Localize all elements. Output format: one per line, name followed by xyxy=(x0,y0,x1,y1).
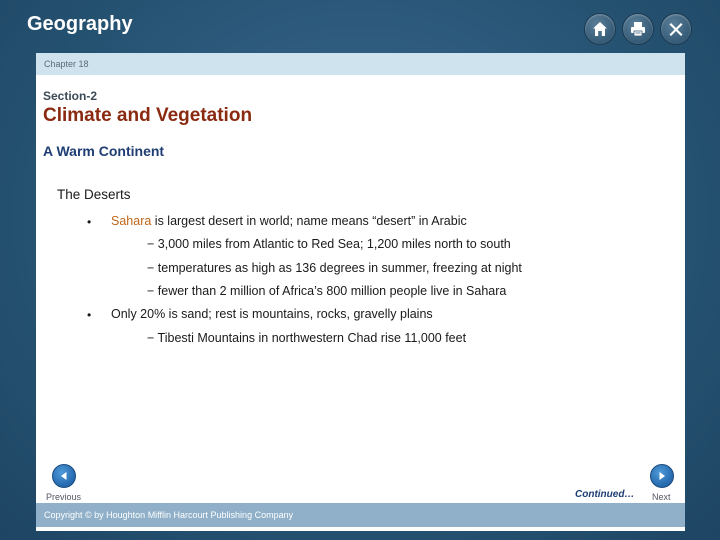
close-icon xyxy=(667,20,685,38)
toolbar xyxy=(584,13,692,45)
section-label: Section-2 xyxy=(43,89,98,103)
arrow-right-icon xyxy=(656,470,668,482)
footer-bar xyxy=(36,503,685,527)
page-title: Climate and Vegetation xyxy=(43,105,253,126)
previous-label[interactable]: Previous xyxy=(46,492,82,502)
continued-label: Continued… xyxy=(575,489,635,500)
bullet-text: is largest desert in world; name means “desert” in Arabic xyxy=(151,214,467,228)
sub-point: − Tibesti Mountains in northwestern Chad rise 11,000 feet xyxy=(147,331,467,345)
home-button[interactable] xyxy=(584,13,616,45)
print-button[interactable] xyxy=(622,13,654,45)
sub-point: − 3,000 miles from Atlantic to Red Sea; 1,200 miles north to south xyxy=(147,237,511,251)
content-panel xyxy=(36,53,685,531)
home-icon xyxy=(591,20,609,38)
previous-button[interactable] xyxy=(52,464,76,488)
chapter-label: Chapter 18 xyxy=(44,59,89,69)
highlight-term: Sahara xyxy=(111,214,152,228)
bullet-marker: • xyxy=(87,215,92,229)
print-icon xyxy=(629,20,647,38)
topic-title: The Deserts xyxy=(57,187,131,202)
app-title: Geography xyxy=(27,13,133,35)
close-button[interactable] xyxy=(660,13,692,45)
sub-point: − temperatures as high as 136 degrees in summer, freezing at night xyxy=(147,261,522,275)
copyright-text: Copyright © by Houghton Mifflin Harcourt Publishing Company xyxy=(44,510,294,520)
bullet-item: Only 20% is sand; rest is mountains, rocks, gravelly plains xyxy=(111,307,433,321)
subheading: A Warm Continent xyxy=(43,143,165,159)
sub-point: − fewer than 2 million of Africa’s 800 million people live in Sahara xyxy=(147,284,507,298)
next-label[interactable]: Next xyxy=(652,492,671,502)
next-button[interactable] xyxy=(650,464,674,488)
bullet-marker: • xyxy=(87,308,92,322)
chapter-bar xyxy=(36,53,685,75)
arrow-left-icon xyxy=(58,470,70,482)
bullet-item xyxy=(111,214,467,228)
